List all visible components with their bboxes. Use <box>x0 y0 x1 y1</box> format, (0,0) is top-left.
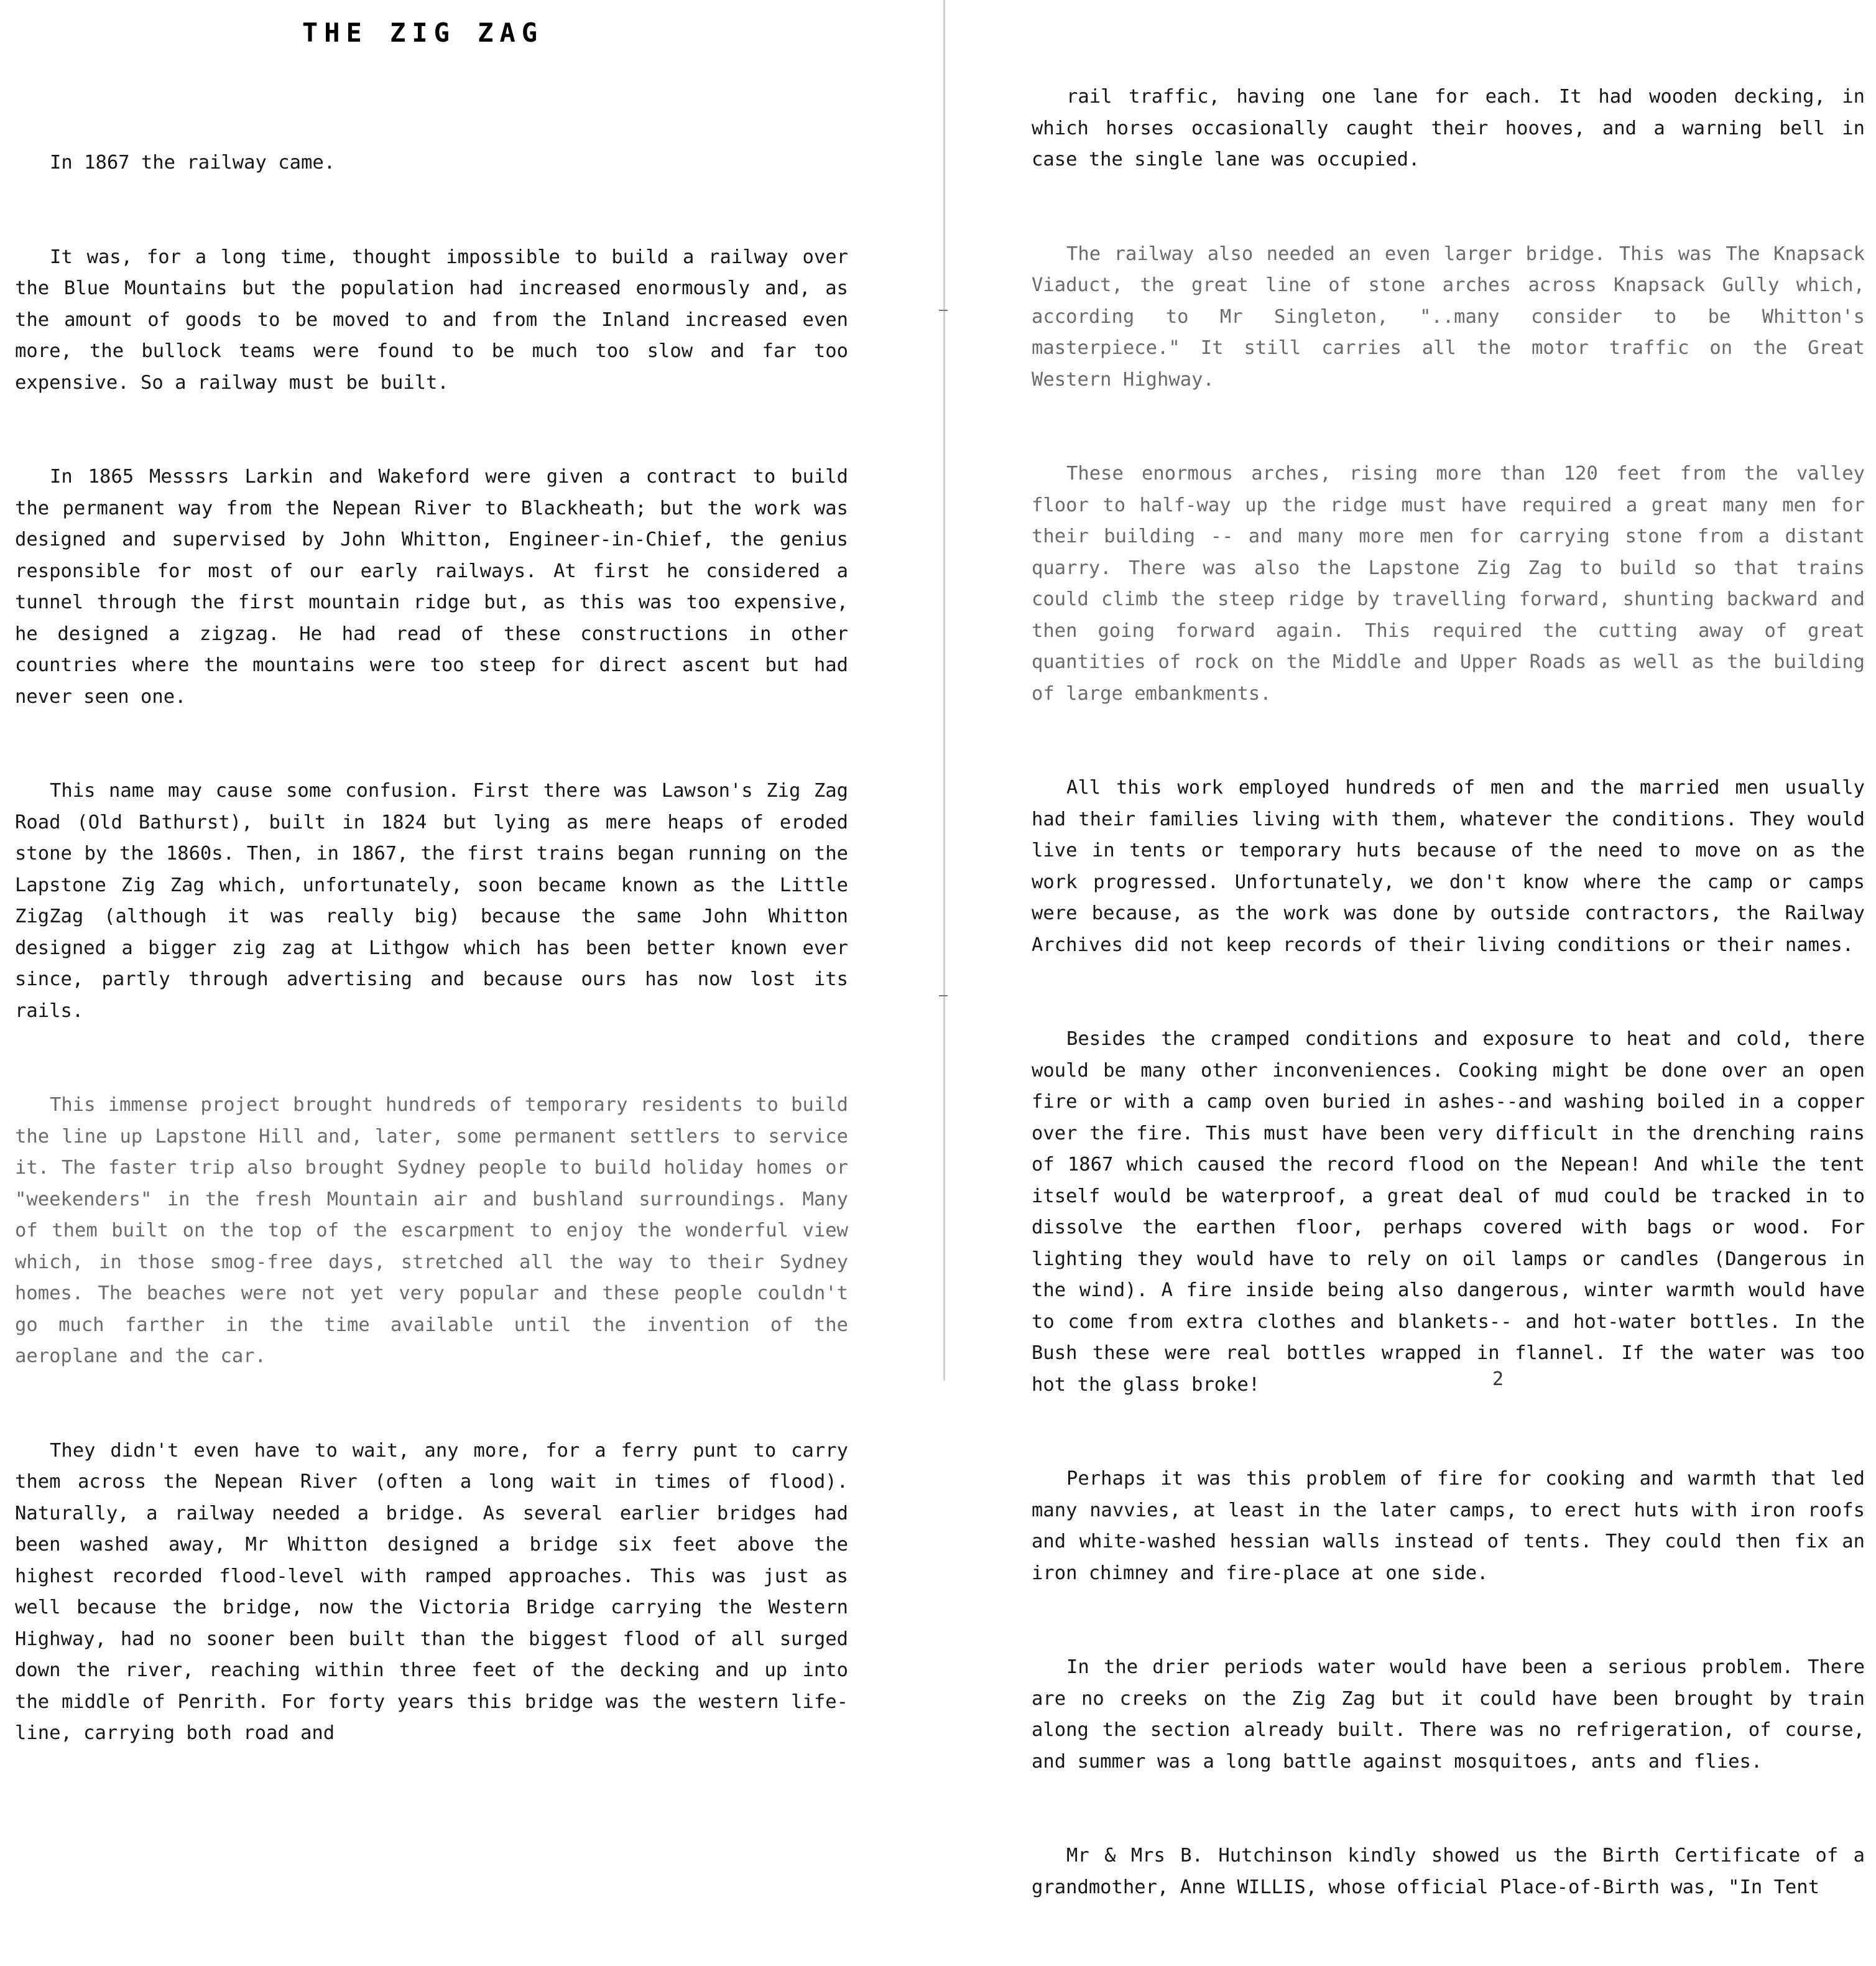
gutter-tick <box>939 310 948 311</box>
paragraph: This name may cause some confusion. First there was Lawson's Zig Zag Road (Old Bathurst), built in 1824 but lying as mere heaps of eroded stone by the 1860s. Then, in 1867, the first trains began running on the Lapstone Zig Zag which, unfortunately, soon became known as the Little ZigZag (although it was really big) because the same John Whitton designed a bigger zig zag at Lithgow which has been better known ever since, partly through advertising and because ours has now lost its rails. <box>15 780 860 1022</box>
gutter-tick <box>939 995 948 996</box>
paragraph: In 1865 Messsrs Larkin and Wakeford were given a contract to build the permanent way from the Nepean River to Blackheath; but the work was designed and supervised by John Whitton, Engineer-in-Chief, the genius responsible for most of our early railways. At first he considered a tunnel through the first mountain ridge but, as this was too expensive, he designed a zigzag. He had read of these constructions in other countries where the mountains were too steep for direct ascent but had never seen one. <box>15 466 860 708</box>
paragraph: In the drier periods water would have been a serious problem. There are no creeks on the Zig Zag but it could have been brought by train along the section already built. There was no refrigeration, of course, and summer was a long battle against mosquitoes, ants and flies. <box>1032 1656 1876 1773</box>
paragraph: Mr & Mrs B. Hutchinson kindly showed us the Birth Certificate of a grandmother, Anne WILLIS, whose official Place-of-Birth was, "In Tent <box>1032 1845 1876 1898</box>
paragraph: rail traffic, having one lane for each. It had wooden decking, in which horses occasionally caught their hooves, and a warning bell in case the single lane was occupied. <box>1032 86 1876 170</box>
paragraph: Besides the cramped conditions and exposure to heat and cold, there would be many other inconveniences. Cooking might be done over an open fire or with a camp oven buried in ashes--and washing boiled in a copper over the fire. This must have been very difficult in the drenching rains of 1867 which caused the record flood on the Nepean! And while the tent itself would be waterproof, a great deal of mud could be tracked in to dissolve the earthen floor, perhaps covered with bags or wood. For lighting they would have to rely on oil lamps or candles (Dangerous in the wind). A fire inside being also dangerous, winter warmth would have to come from extra clothes and blankets-- and hot-water bottles. In the Bush these were real bottles wrapped in flannel. If the water was too hot the glass broke! <box>1032 1028 1876 1396</box>
paragraph: This immense project brought hundreds of temporary residents to build the line up Lapstone Hill and, later, some permanent settlers to service it. The faster trip also brought Sydney people to build holiday homes or "weekenders" in the fresh Mountain air and bushland surroundings. Many of them built on the top of the escarpment to enjoy the wonderful view which, in those smog-free days, stretched all the way to their Sydney homes. The beaches were not yet very popular and these people couldn't go much farther in the time available until the invention of the aeroplane and the car. <box>15 1094 860 1367</box>
paragraph: All this work employed hundreds of men and the married men usually had their families living with them, whatever the conditions. They would live in tents or temporary huts because of the need to move on as the work progressed. Unfortunately, we don't know where the camp or camps were because, as the work was done by outside contractors, the Railway Archives did not keep records of their living conditions or their names. <box>1032 777 1876 956</box>
paragraph: In 1867 the railway came. <box>50 152 336 174</box>
paragraph: These enormous arches, rising more than 120 feet from the valley floor to half-way up the ridge must have required a great many men for their building -- and many more men for carrying stone from a distant quarry. There was also the Lapstone Zig Zag to build so that trains could climb the steep ridge by travelling forward, shunting backward and then going forward again. This required the cutting away of great quantities of rock on the Middle and Upper Roads as well as the building of large embankments. <box>1032 463 1876 705</box>
page-number: 2 <box>1492 1368 1504 1390</box>
page-title: THE ZIG ZAG <box>302 17 544 48</box>
left-page-body <box>15 85 860 1812</box>
paragraph: The railway also needed an even larger bridge. This was The Knapsack Viaduct, the great line of stone arches across Knapsack Gully which, according to Mr Singleton, "..many consider to be Whitton's masterpiece." It still carries all the motor traffic on the Great Western Highway. <box>1032 243 1876 391</box>
paragraph: It was, for a long time, thought impossible to build a railway over the Blue Mountains but the population had increased enormously and, as the amount of goods to be moved to and from the Inland increased even more, the bullock teams were found to be much too slow and far too expensive. So a railway must be built. <box>15 246 860 394</box>
paragraph: Perhaps it was this problem of fire for cooking and warmth that led many navvies, at least in the later camps, to erect huts with iron roofs and white-washed hessian walls instead of tents. They could then fix an iron chimney and fire-place at one side. <box>1032 1468 1876 1584</box>
page-gutter <box>943 0 945 1381</box>
right-page-body <box>1032 19 1876 1966</box>
paragraph: They didn't even have to wait, any more, for a ferry punt to carry them across the Nepean River (often a long wait in times of flood). Naturally, a railway needed a bridge. As several earlier bridges had been washed away, Mr Whitton designed a bridge six feet above the highest recorded flood-level with ramped approaches. This was just as well because the bridge, now the Victoria Bridge carrying the Western Highway, had no sooner been built than the biggest flood of all surged down the river, reaching within three feet of the decking and up into the middle of Penrith. For forty years this bridge was the western life-line, carrying both road and <box>15 1439 860 1744</box>
right-page <box>948 0 1876 1898</box>
left-page <box>0 0 942 1744</box>
